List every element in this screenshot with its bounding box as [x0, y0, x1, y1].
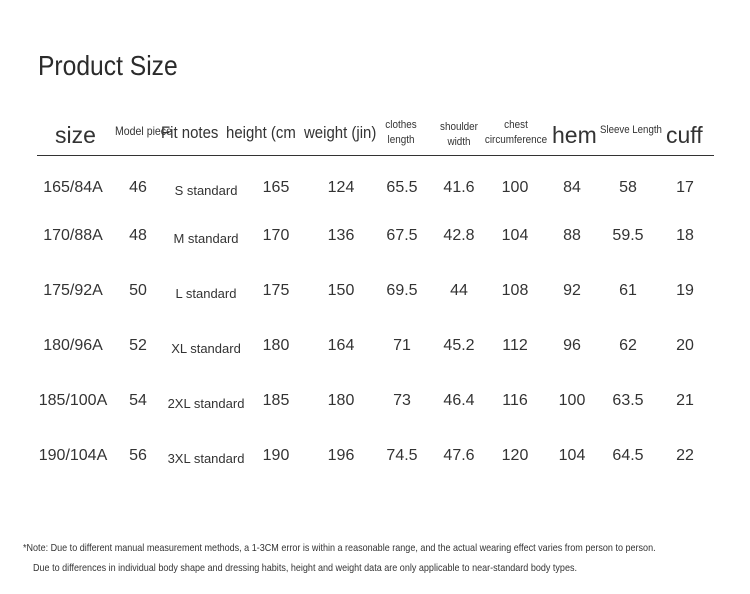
cell-size: 170/88A — [43, 227, 103, 244]
header-clothes-length — [380, 118, 421, 148]
cell-model: 56 — [129, 447, 147, 464]
table-row — [0, 392, 750, 416]
cell-height: 185 — [262, 392, 290, 409]
cell-clothes-length: 74.5 — [386, 447, 418, 464]
header-sleeve-length: Sleeve Length — [600, 124, 662, 136]
cell-sleeve: 63.5 — [612, 392, 644, 409]
header-weight: weight (jin) — [304, 123, 377, 142]
cell-chest: 112 — [502, 337, 528, 354]
cell-size: 165/84A — [43, 179, 103, 196]
cell-weight: 164 — [327, 337, 355, 354]
header-fit-notes: Fit notes — [161, 123, 219, 142]
table-row — [0, 447, 750, 471]
cell-cuff: 19 — [676, 282, 694, 299]
page-title: Product Size — [38, 50, 178, 81]
header-chest-line1: chest — [504, 119, 528, 131]
cell-height: 175 — [262, 282, 290, 299]
cell-chest: 116 — [502, 392, 528, 409]
note-line-2: Due to differences in individual body shape and dressing habits, height and weight data are only applicable to near-standard body types. — [33, 562, 578, 574]
cell-cuff: 17 — [676, 179, 694, 196]
cell-hem: 92 — [563, 282, 581, 299]
cell-cuff: 18 — [676, 227, 694, 244]
header-size: size — [55, 122, 96, 148]
cell-cuff: 22 — [676, 447, 694, 464]
cell-cuff: 20 — [676, 337, 694, 354]
cell-sleeve: 62 — [619, 337, 637, 354]
cell-hem: 88 — [563, 227, 581, 244]
header-clothes-line2: length — [387, 134, 415, 146]
header-height: height (cm — [226, 123, 296, 142]
cell-size: 185/100A — [38, 392, 108, 409]
header-model-piece: Model piece — [115, 124, 172, 138]
table-row — [0, 227, 750, 251]
header-shoulder-width — [435, 120, 484, 150]
cell-fit: M standard — [173, 231, 239, 246]
header-shoulder-line1: shoulder — [440, 121, 478, 133]
cell-weight: 196 — [327, 447, 355, 464]
note-line-1: *Note: Due to different manual measurement methods, a 1-3CM error is within a reasonable range, and the actual wearing effect varies from person to person. — [23, 542, 656, 554]
cell-model: 50 — [129, 282, 147, 299]
cell-height: 190 — [262, 447, 290, 464]
cell-chest: 100 — [501, 179, 529, 196]
cell-clothes-length: 67.5 — [386, 227, 418, 244]
cell-hem: 96 — [563, 337, 581, 354]
cell-model: 54 — [129, 392, 147, 409]
cell-shoulder-width: 44 — [450, 282, 468, 299]
cell-size: 175/92A — [43, 282, 103, 299]
cell-hem: 104 — [558, 447, 586, 464]
cell-clothes-length: 69.5 — [386, 282, 418, 299]
cell-model: 46 — [129, 179, 147, 196]
cell-chest: 120 — [501, 447, 529, 464]
cell-clothes-length: 65.5 — [386, 179, 418, 196]
cell-fit: S standard — [174, 183, 238, 198]
table-row — [0, 179, 750, 203]
header-shoulder-line2: width — [447, 136, 471, 148]
header-divider — [37, 155, 714, 156]
cell-cuff: 21 — [676, 392, 694, 409]
cell-sleeve: 61 — [619, 282, 637, 299]
cell-fit: XL standard — [171, 341, 241, 356]
header-chest-line2: circumference — [484, 134, 548, 146]
cell-sleeve: 64.5 — [612, 447, 644, 464]
table-row — [0, 337, 750, 361]
cell-shoulder-width: 47.6 — [443, 447, 475, 464]
cell-chest: 104 — [501, 227, 529, 244]
cell-weight: 136 — [327, 227, 355, 244]
cell-clothes-length: 71 — [393, 337, 411, 354]
header-cuff: cuff — [666, 122, 703, 148]
cell-height: 170 — [262, 227, 290, 244]
cell-hem: 100 — [558, 392, 586, 409]
cell-size: 190/104A — [38, 447, 108, 464]
table-row — [0, 282, 750, 306]
header-clothes-line1: clothes — [385, 119, 417, 131]
cell-height: 180 — [262, 337, 290, 354]
cell-shoulder-width: 46.4 — [443, 392, 475, 409]
cell-model: 48 — [129, 227, 147, 244]
cell-fit: L standard — [175, 286, 237, 301]
cell-chest: 108 — [501, 282, 529, 299]
cell-shoulder-width: 41.6 — [443, 179, 475, 196]
cell-model: 52 — [129, 337, 147, 354]
cell-sleeve: 59.5 — [612, 227, 644, 244]
cell-height: 165 — [262, 179, 290, 196]
cell-size: 180/96A — [43, 337, 103, 354]
cell-shoulder-width: 45.2 — [443, 337, 475, 354]
cell-fit: 3XL standard — [167, 451, 245, 466]
cell-fit: 2XL standard — [167, 396, 245, 411]
cell-clothes-length: 73 — [393, 392, 411, 409]
cell-sleeve: 58 — [619, 179, 637, 196]
header-hem: hem — [552, 122, 597, 148]
cell-shoulder-width: 42.8 — [443, 227, 475, 244]
cell-weight: 150 — [327, 282, 355, 299]
cell-weight: 180 — [327, 392, 355, 409]
cell-hem: 84 — [563, 179, 581, 196]
cell-weight: 124 — [327, 179, 355, 196]
header-chest-circumference — [482, 118, 550, 148]
